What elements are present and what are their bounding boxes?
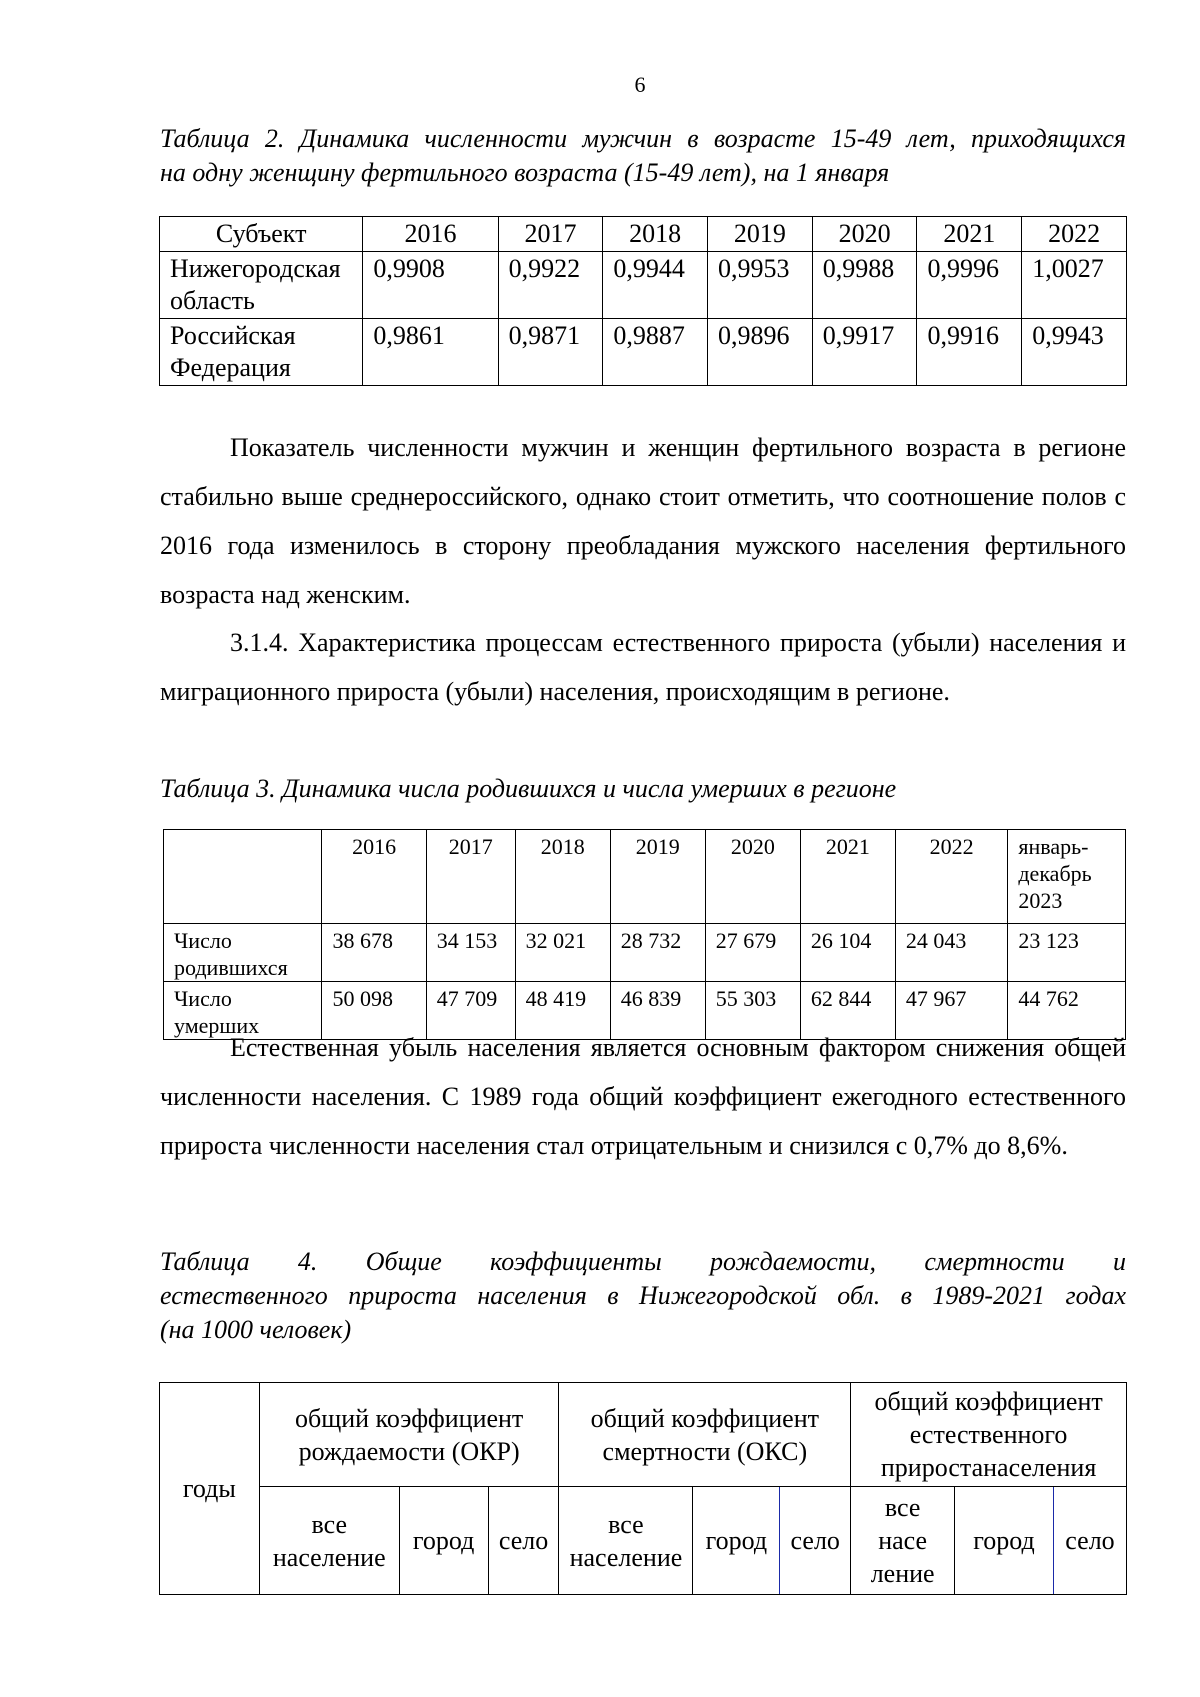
- table-cell: 48 419: [515, 982, 610, 1040]
- years-header: годы: [160, 1383, 260, 1595]
- table-cell: 26 104: [800, 924, 895, 982]
- table4-caption-line: (на 1000 человек): [160, 1315, 352, 1344]
- table-cell: 0,9861: [363, 319, 498, 386]
- table-cell: 32 021: [515, 924, 610, 982]
- group-header-line: приростанаселения: [880, 1453, 1097, 1482]
- subheader-cell: город: [955, 1487, 1054, 1595]
- header-cell: 2018: [515, 830, 610, 924]
- table-cell: 50 098: [322, 982, 426, 1040]
- subheader-cell: село: [1053, 1487, 1126, 1595]
- row-label: [160, 252, 363, 319]
- table-cell: 47 709: [426, 982, 515, 1040]
- header-line: 2023: [1018, 888, 1063, 913]
- header-line: декабрь: [1018, 861, 1092, 886]
- table4-caption: [160, 1245, 1126, 1347]
- table-cell: 0,9908: [363, 252, 498, 319]
- row-label-line: умерших: [174, 1013, 260, 1038]
- subheader-line: все: [884, 1493, 921, 1522]
- row-label: [160, 319, 363, 386]
- table4-caption-line: естественного прироста населения в Нижегородской обл. в 1989-2021 годах: [160, 1281, 1126, 1310]
- header-cell: 2021: [800, 830, 895, 924]
- table3: [163, 829, 1126, 1040]
- table-cell: 0,9944: [603, 252, 708, 319]
- header-cell: [1008, 830, 1126, 924]
- table-cell: 23 123: [1008, 924, 1126, 982]
- subheader-line: все: [311, 1509, 347, 1539]
- table-row: [160, 252, 1127, 319]
- row-label-line: Нижегородская: [170, 254, 341, 283]
- header-cell: 2020: [812, 217, 917, 252]
- table-header-row: [160, 217, 1127, 252]
- row-label-line: Число: [174, 986, 232, 1011]
- subheader-cell: [559, 1487, 693, 1595]
- table-header-row: [164, 830, 1126, 924]
- table-row: [164, 924, 1126, 982]
- row-label-line: Федерация: [170, 353, 291, 382]
- header-cell: 2020: [705, 830, 800, 924]
- table-header-row: [160, 1383, 1127, 1487]
- table-cell: 0,9988: [812, 252, 917, 319]
- row-label: [164, 924, 322, 982]
- subheader-line: насе: [878, 1526, 928, 1555]
- table-cell: 47 967: [895, 982, 1007, 1040]
- table-cell: 1,0027: [1022, 252, 1127, 319]
- table-cell: 0,9916: [917, 319, 1022, 386]
- subheader-line: все: [608, 1509, 644, 1539]
- header-cell: 2016: [363, 217, 498, 252]
- table-cell: 24 043: [895, 924, 1007, 982]
- table-cell: 0,9887: [603, 319, 708, 386]
- table2-caption: [160, 122, 1126, 190]
- row-label-line: Число: [174, 928, 232, 953]
- header-cell: 2018: [603, 217, 708, 252]
- group-header-line: смертности (ОКС): [602, 1436, 808, 1466]
- subheader-cell: [259, 1487, 399, 1595]
- group-header-line: общий коэффициент: [874, 1387, 1103, 1416]
- header-cell: 2017: [426, 830, 515, 924]
- subheader-line: ление: [870, 1559, 935, 1588]
- subheader-cell: [851, 1487, 955, 1595]
- table2-caption-line: на одну женщину фертильного возраста (15-49 лет), на 1 января: [160, 158, 890, 187]
- section-paragraph: 3.1.4. Характеристика процессам естественного прироста (убыли) населения и миграционного прироста (убыли) населения, происходящим в регионе.: [160, 628, 1126, 706]
- header-cell: 2016: [322, 830, 426, 924]
- group-header: [851, 1383, 1127, 1487]
- subheader-line: население: [569, 1542, 683, 1572]
- group-header: [559, 1383, 851, 1487]
- paragraph: Естественная убыль населения является основным фактором снижения общей численности населения. С 1989 года общий коэффициент ежегодного естественного прироста численности населения стал отрицательным и снизился с 0,7% до 8,6%.: [160, 1033, 1126, 1160]
- table-cell: 0,9871: [498, 319, 603, 386]
- header-cell: Субъект: [160, 217, 363, 252]
- table-cell: 0,9943: [1022, 319, 1127, 386]
- header-cell: [164, 830, 322, 924]
- table-cell: 55 303: [705, 982, 800, 1040]
- header-cell: 2019: [610, 830, 705, 924]
- header-cell: 2019: [708, 217, 813, 252]
- table-cell: 46 839: [610, 982, 705, 1040]
- group-header: [259, 1383, 559, 1487]
- table-cell: 0,9917: [812, 319, 917, 386]
- table3-caption: Таблица 3. Динамика числа родившихся и числа умерших в регионе: [160, 774, 897, 803]
- table-cell: 44 762: [1008, 982, 1126, 1040]
- table4-caption-line: Таблица 4. Общие коэффициенты рождаемости, смертности и: [160, 1247, 1126, 1276]
- subheader-cell: село: [488, 1487, 559, 1595]
- table-cell: 62 844: [800, 982, 895, 1040]
- subheader-line: население: [272, 1542, 386, 1572]
- table-row: [160, 319, 1127, 386]
- table-cell: 0,9896: [708, 319, 813, 386]
- table4: [159, 1382, 1127, 1595]
- header-cell: 2017: [498, 217, 603, 252]
- table-cell: 0,9996: [917, 252, 1022, 319]
- header-cell: 2021: [917, 217, 1022, 252]
- group-header-line: рождаемости (ОКР): [298, 1436, 520, 1466]
- table-cell: 0,9953: [708, 252, 813, 319]
- table-subheader-row: [160, 1487, 1127, 1595]
- group-header-line: общий коэффициент: [590, 1403, 819, 1433]
- header-line: январь-: [1018, 834, 1089, 859]
- group-header-line: естественного: [909, 1420, 1068, 1449]
- subheader-cell: город: [693, 1487, 780, 1595]
- subheader-cell: село: [780, 1487, 851, 1595]
- table-cell: 27 679: [705, 924, 800, 982]
- group-header-line: общий коэффициент: [294, 1403, 524, 1433]
- table2-caption-line: Таблица 2. Динамика численности мужчин в возрасте 15-49 лет, приходящихся: [160, 124, 1126, 153]
- row-label-line: область: [170, 286, 255, 315]
- table-cell: 34 153: [426, 924, 515, 982]
- paragraph: Показатель численности мужчин и женщин фертильного возраста в регионе стабильно выше среднероссийского, однако стоит отметить, что соотношение полов с 2016 года изменилось в сторону преобладания мужского населения фертильного возраста над женским.: [160, 433, 1126, 609]
- row-label-line: Российская: [170, 321, 296, 350]
- header-cell: 2022: [895, 830, 1007, 924]
- table-cell: 0,9922: [498, 252, 603, 319]
- page-number: 6: [634, 72, 646, 97]
- table2: [159, 216, 1127, 386]
- subheader-cell: город: [399, 1487, 488, 1595]
- header-cell: 2022: [1022, 217, 1127, 252]
- table-cell: 38 678: [322, 924, 426, 982]
- row-label-line: родившихся: [174, 955, 288, 980]
- table-cell: 28 732: [610, 924, 705, 982]
